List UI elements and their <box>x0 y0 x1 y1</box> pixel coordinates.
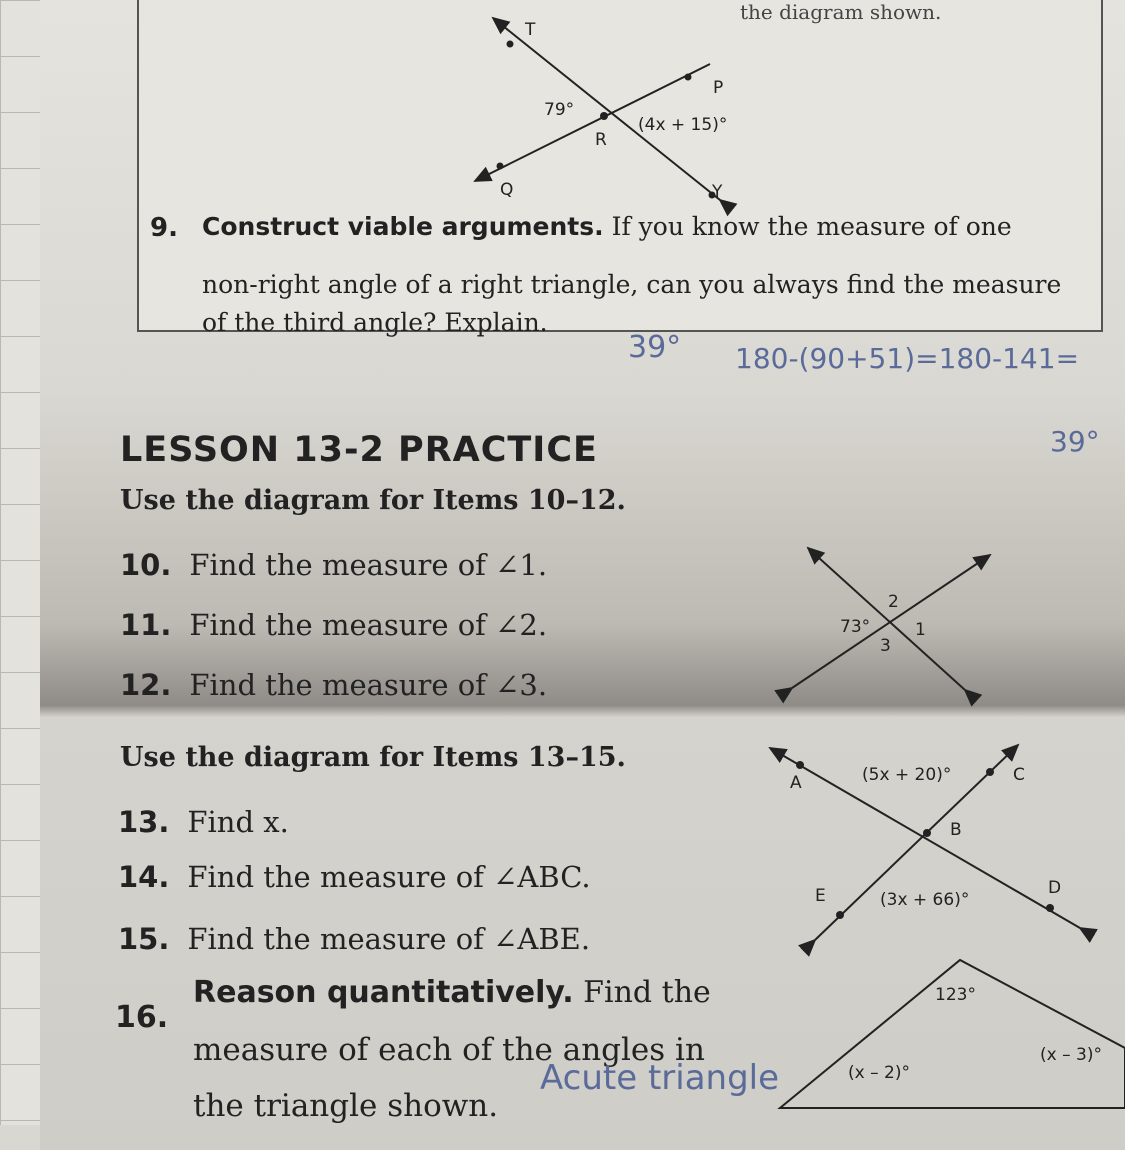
q9-bold: Construct viable arguments. <box>202 212 604 241</box>
label-d: D <box>1048 878 1062 898</box>
item-number: 13. <box>118 805 170 839</box>
item-number: 11. <box>120 608 172 642</box>
triangle-angle-x-minus-2: (x – 2)° <box>848 1063 910 1083</box>
item-number: 12. <box>120 668 172 702</box>
label-b: B <box>950 820 962 840</box>
item-text: Find the measure of ∠ABC. <box>187 860 591 894</box>
angle-5x20: (5x + 20)° <box>862 765 952 785</box>
q16-line1-text: Find the <box>573 975 711 1010</box>
label-c: C <box>1013 765 1025 785</box>
q16-line2: measure of each of the angles in <box>193 1032 705 1068</box>
label-t: T <box>525 20 536 40</box>
handwritten-calculation: 180-(90+51)=180-141= <box>735 342 1080 375</box>
angle-3x66: (3x + 66)° <box>880 890 970 910</box>
q9-line2: non-right angle of a right triangle, can you always find the measure <box>202 270 1062 299</box>
angle-79: 79° <box>544 100 575 120</box>
label-q: Q <box>500 180 514 200</box>
label-r: R <box>595 130 607 150</box>
item-number: 15. <box>118 922 170 956</box>
angle-73: 73° <box>840 617 871 637</box>
item-text: Find the measure of ∠1. <box>189 548 548 582</box>
label-y: Y <box>712 182 723 202</box>
q16-bold: Reason quantitatively. <box>193 975 574 1010</box>
q16-number: 16. <box>115 1000 169 1035</box>
q9-line3: of the third angle? Explain. <box>202 308 548 337</box>
handwritten-answer-39-b: 39° <box>1050 425 1100 458</box>
label-a: A <box>790 773 802 793</box>
angle-label-2: 2 <box>888 592 899 612</box>
item-number: 10. <box>120 548 172 582</box>
label-e: E <box>815 886 826 906</box>
instruction-items-13-15: Use the diagram for Items 13–15. <box>120 742 626 773</box>
q9-number: 9. <box>150 213 178 243</box>
handwritten-answer-39: 39° <box>628 330 682 365</box>
lesson-title: LESSON 13-2 PRACTICE <box>120 430 598 470</box>
item-text: Find x. <box>187 805 289 839</box>
item-number: 14. <box>118 860 170 894</box>
instruction-items-10-12: Use the diagram for Items 10–12. <box>120 485 626 516</box>
triangle-angle-x-minus-3: (x – 3)° <box>1040 1045 1102 1065</box>
q9-line1-text: If you know the measure of one <box>603 212 1012 241</box>
angle-label-3: 3 <box>880 636 891 656</box>
triangle-angle-123: 123° <box>935 985 976 1005</box>
top-fragment-text: the diagram shown. <box>740 0 942 24</box>
label-p: P <box>713 78 724 98</box>
handwritten-acute-triangle: Acute triangle <box>540 1058 780 1098</box>
angle-4x15: (4x + 15)° <box>638 115 728 135</box>
item-text: Find the measure of ∠3. <box>189 668 548 702</box>
item-text: Find the measure of ∠ABE. <box>187 922 591 956</box>
angle-label-1: 1 <box>915 620 926 640</box>
q16-line3: the triangle shown. <box>193 1088 499 1124</box>
item-text: Find the measure of ∠2. <box>189 608 548 642</box>
